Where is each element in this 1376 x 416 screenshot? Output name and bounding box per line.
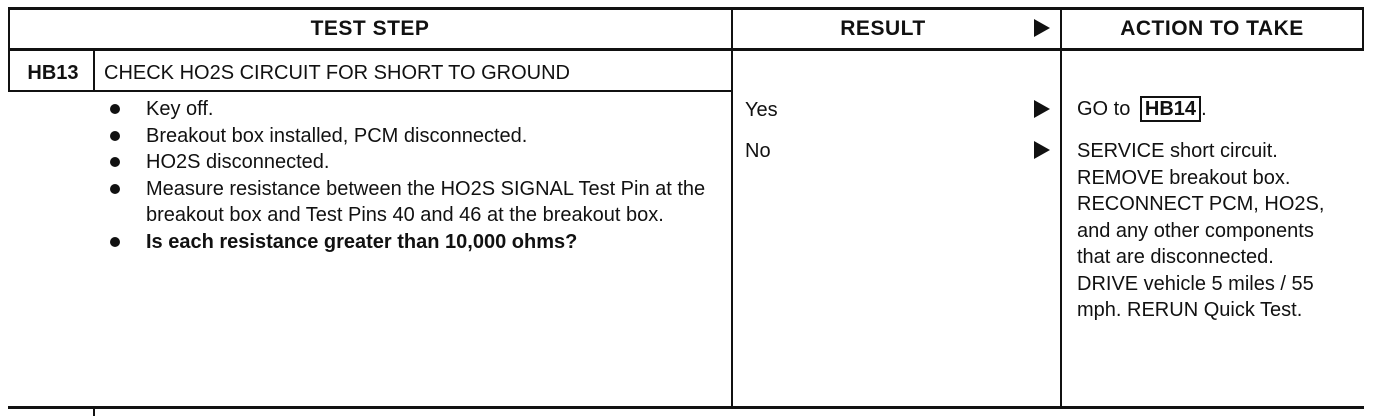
right-border bbox=[1362, 7, 1364, 49]
bullet-icon bbox=[110, 131, 120, 141]
bullet-icon bbox=[110, 237, 120, 247]
step-result-divider bbox=[731, 7, 733, 409]
header-result: RESULT bbox=[840, 17, 926, 40]
bullet-icon bbox=[110, 104, 120, 114]
step-title: CHECK HO2S CIRCUIT FOR SHORT TO GROUND bbox=[104, 61, 570, 84]
title-bottom-rule bbox=[8, 90, 732, 92]
instruction-text: Key off. bbox=[146, 98, 214, 120]
result-no: No bbox=[745, 140, 771, 162]
table-bottom-rule bbox=[8, 406, 1364, 409]
instruction-item bbox=[108, 149, 708, 176]
result-action-divider bbox=[1060, 7, 1062, 409]
header-test-step: TEST STEP bbox=[310, 17, 430, 40]
bullet-icon bbox=[110, 157, 120, 167]
step-instructions bbox=[108, 96, 708, 255]
result-no-arrow-icon bbox=[1034, 141, 1050, 159]
goto-step-link[interactable]: HB14 bbox=[1140, 96, 1201, 122]
instruction-question bbox=[108, 229, 666, 256]
instruction-item bbox=[108, 123, 708, 150]
bullet-icon bbox=[110, 184, 120, 194]
instruction-item bbox=[108, 176, 706, 229]
step-id: HB13 bbox=[27, 61, 79, 84]
instruction-text: Is each resistance greater than 10,000 ohms? bbox=[146, 230, 578, 253]
action-yes-suffix: . bbox=[1201, 98, 1207, 120]
instruction-text: HO2S disconnected. bbox=[146, 151, 330, 173]
instruction-text: Breakout box installed, PCM disconnected. bbox=[146, 124, 528, 147]
action-yes-prefix: GO to bbox=[1077, 98, 1131, 120]
instruction-item bbox=[108, 96, 708, 123]
action-yes bbox=[1077, 96, 1347, 123]
header-bottom-rule bbox=[8, 48, 1364, 51]
action-no: SERVICE short circuit. REMOVE breakout box. RECONNECT PCM, HO2S, and any other components that are disconnected. DRIVE vehicle 5 miles / 55 mph. RERUN Quick Test. bbox=[1077, 140, 1325, 321]
header-action-to-take: ACTION TO TAKE bbox=[1120, 17, 1304, 40]
result-yes: Yes bbox=[745, 99, 778, 121]
step-id-divider bbox=[93, 48, 95, 91]
bottom-tick bbox=[93, 406, 95, 416]
header-arrow-icon bbox=[1034, 19, 1050, 37]
instruction-text: Measure resistance between the HO2S SIGNAL Test Pin at the breakout box and Test Pins 40 and 46 at the breakout box. bbox=[146, 177, 706, 226]
result-yes-arrow-icon bbox=[1034, 100, 1050, 118]
